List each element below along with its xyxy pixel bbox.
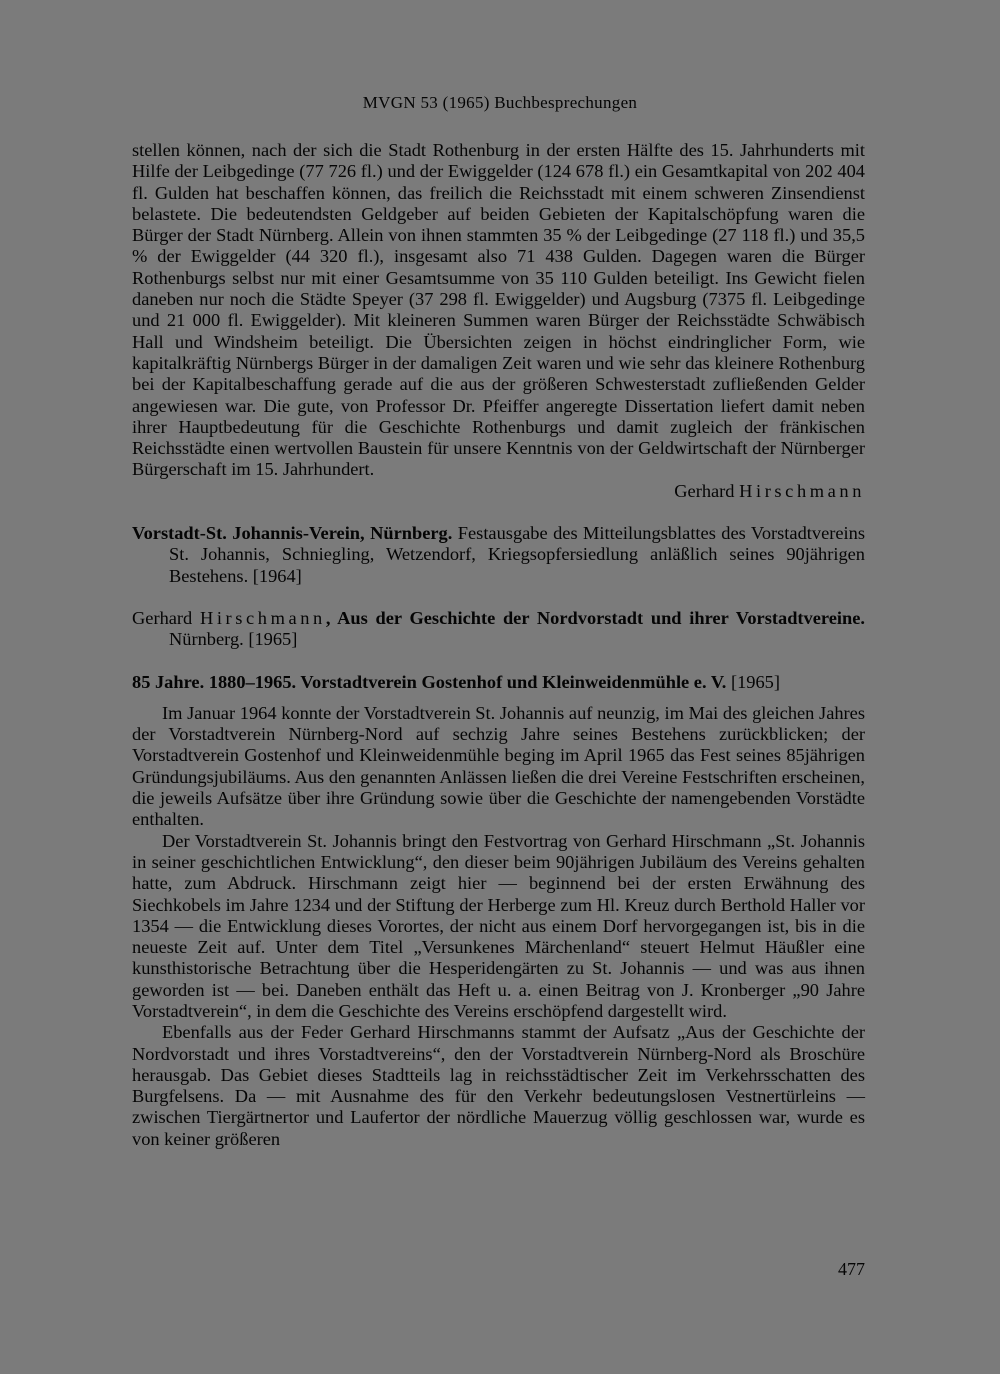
entry-details: [1965] xyxy=(726,671,780,692)
review-signature xyxy=(132,481,865,502)
signature-last-name: Hirschmann xyxy=(739,480,865,501)
entry-title: Vorstadt-St. Johannis-Verein, Nürnberg. xyxy=(132,523,453,544)
entry-title: , Aus der Geschichte der Nordvorstadt und ihrer Vorstadtvereine. xyxy=(325,607,865,628)
body-text xyxy=(132,140,865,1150)
entry-author-first: Gerhard xyxy=(132,607,193,628)
bibliographic-entry xyxy=(132,672,865,693)
page-number: 477 xyxy=(838,1259,865,1279)
entry-details: Festausgabe des Mitteilungsblattes des Vorstadtvereins St. Johannis, Schniegling, Wetzendorf, Kriegsopfersiedlung anläßlich seines 90jährigen Bestehens. [1964] xyxy=(169,523,865,586)
entry-title: 85 Jahre. 1880–1965. Vorstadtverein Gostenhof und Kleinweidenmühle e. V. xyxy=(132,671,727,692)
bibliographic-entry xyxy=(132,608,865,651)
bibliographic-entry xyxy=(132,523,865,587)
review-paragraph: Im Januar 1964 konnte der Vorstadtverein St. Johannis auf neunzig, im Mai des gleichen Jahres der Vorstadtverein Nürnberg-Nord auf sechzig Jahre seines Bestehens zurückblicken; der Vorstadtverein Gostenhof und Kleinweidenmühle beging im April 1965 das Fest seines 85jährigen Gründungsjubiläums. Aus den genannten Anlässen ließen die drei Vereine Festschriften erscheinen, die jeweils Aufsätze über ihre Gründung sowie über die Geschichte der namengebenden Vorstädte enthalten. xyxy=(132,702,865,830)
review-continuation-paragraph: stellen können, nach der sich die Stadt Rothenburg in der ersten Hälfte des 15. Jahrhunderts mit Hilfe der Leibgedinge (77 726 fl.) und der Ewiggelder (124 678 fl.) ein Gesamtkapital von 202 404 fl. Gulden hat beschaffen können, das freilich die Reichsstadt mit einem schweren Zinsendienst belastete. Die bedeutendsten Geldgeber auf beiden Gebieten der Kapitalschöpfung waren die Bürger der Stadt Nürnberg. Allein von ihnen stammten 35 % der Leibgedinge (27 118 fl.) und 35,5 % der Ewiggelder (44 320 fl.), insgesamt also 71 438 Gulden. Dagegen waren die Bürger Rothenburgs selbst nur mit einer Gesamtsumme von 35 110 Gulden beteiligt. Ins Gewicht fielen daneben nur noch die Städte Speyer (37 298 fl. Ewiggelder) und Augsburg (7375 fl. Leibgedinge und 21 000 fl. Ewiggelder). Mit kleineren Summen waren Bürger der Reichsstädte Schwäbisch Hall und Windsheim beteiligt. Die Übersichten zeigen in höchst eindringlicher Form, wie kapitalkräftig Nürnbergs Bürger in der damaligen Zeit waren und wie sehr das kleinere Rothenburg bei der Kapitalbeschaffung gerade auf die aus der größeren Schwesterstadt zufließenden Gelder angewiesen war. Die gute, von Professor Dr. Pfeiffer angeregte Dissertation liefert damit neben ihrer Hauptbedeutung für die Geschichte Rothenburgs und damit zugleich der fränkischen Reichsstädte einen wertvollen Baustein für unsere Kenntnis von der Geldwirtschaft der Nürnberger Bürgerschaft im 15. Jahrhundert. xyxy=(132,140,865,480)
review-paragraph: Ebenfalls aus der Feder Gerhard Hirschmanns stammt der Aufsatz „Aus der Geschichte der Nordvorstadt und ihres Vorstadtvereins“, den der Vorstadtverein Nürnberg-Nord als Broschüre herausgab. Das Gebiet dieses Stadtteils lag in reichsstädtischer Zeit im Verkehrsschatten des Burgfelsens. Da — mit Ausnahme des für den Verkehr bedeutungslosen Vestnertürleins — zwischen Tiergärtnertor und Laufertor der nördliche Mauerzug völlig geschlossen war, wurde es von keiner größeren xyxy=(132,1022,865,1149)
entry-details: Nürnberg. [1965] xyxy=(169,629,298,650)
signature-first-name: Gerhard xyxy=(674,480,735,501)
running-head: MVGN 53 (1965) Buchbesprechungen xyxy=(362,93,638,112)
review-paragraph: Der Vorstadtverein St. Johannis bringt den Festvortrag von Gerhard Hirschmann „St. Johannis in seiner geschichtlichen Entwicklung“, den dieser beim 90jährigen Jubiläum des Vereins gehalten hatte, zum Abdruck. Hirschmann zeigt hier — beginnend bei der ersten Erwähnung des Siechkobels im Jahre 1234 und der Stiftung der Herberge zum Hl. Kreuz durch Berthold Haller vor 1354 — die Entwicklung dieses Vorortes, der nicht aus einem Dorf hervorgegangen ist, bis in die neueste Zeit auf. Unter dem Titel „Versunkenes Märchenland“ steuert Helmut Häußler eine kunsthistorische Betrachtung über die Hesperidengärten zu St. Johannis — und was aus ihnen geworden ist — bei. Daneben enthält das Heft u. a. einen Beitrag von J. Kronberger „90 Jahre Vorstadtverein“, in dem die Geschichte des Vereins erschöpfend dargestellt wird. xyxy=(132,830,865,1021)
entry-author-last: Hirschmann xyxy=(199,607,326,628)
